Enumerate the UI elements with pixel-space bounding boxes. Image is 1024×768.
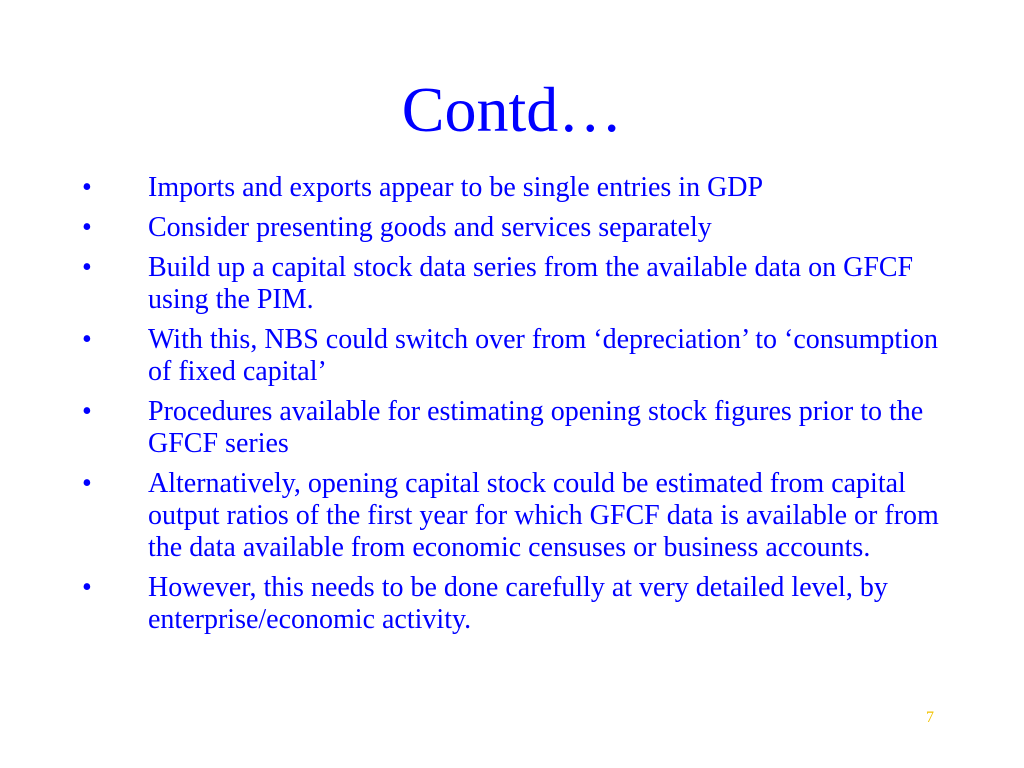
bullet-text: Procedures available for estimating opening stock figures prior to the GFCF series [148,396,924,459]
bullet-icon: • [82,468,92,499]
bullet-text: Consider presenting goods and services separately [148,212,712,243]
bullet-item [82,252,952,316]
page-number: 7 [926,709,934,726]
bullet-item [82,468,952,564]
bullet-icon: • [82,324,92,355]
bullet-text: Build up a capital stock data series from the available data on GFCF using the PIM. [148,252,914,315]
bullet-text: However, this needs to be done carefully at very detailed level, by enterprise/economic activity. [148,572,888,635]
bullet-text: Alternatively, opening capital stock could be estimated from capital output ratios of the first year for which GFCF data is available or from the data available from economic censuses or business accounts. [148,468,939,563]
bullet-icon: • [82,396,92,427]
bullet-item [82,172,952,204]
bullet-text: Imports and exports appear to be single entries in GDP [148,172,764,203]
bullet-icon: • [82,172,92,203]
bullet-text: With this, NBS could switch over from ‘depreciation’ to ‘consumption of fixed capital’ [148,324,938,387]
slide-title: Contd… [401,74,623,145]
bullet-icon: • [82,572,92,603]
bullet-item [82,572,952,636]
bullet-item [82,396,952,460]
bullet-icon: • [82,252,92,283]
bullet-icon: • [82,212,92,243]
bullet-list [82,172,952,644]
bullet-item [82,324,952,388]
bullet-item [82,212,952,244]
